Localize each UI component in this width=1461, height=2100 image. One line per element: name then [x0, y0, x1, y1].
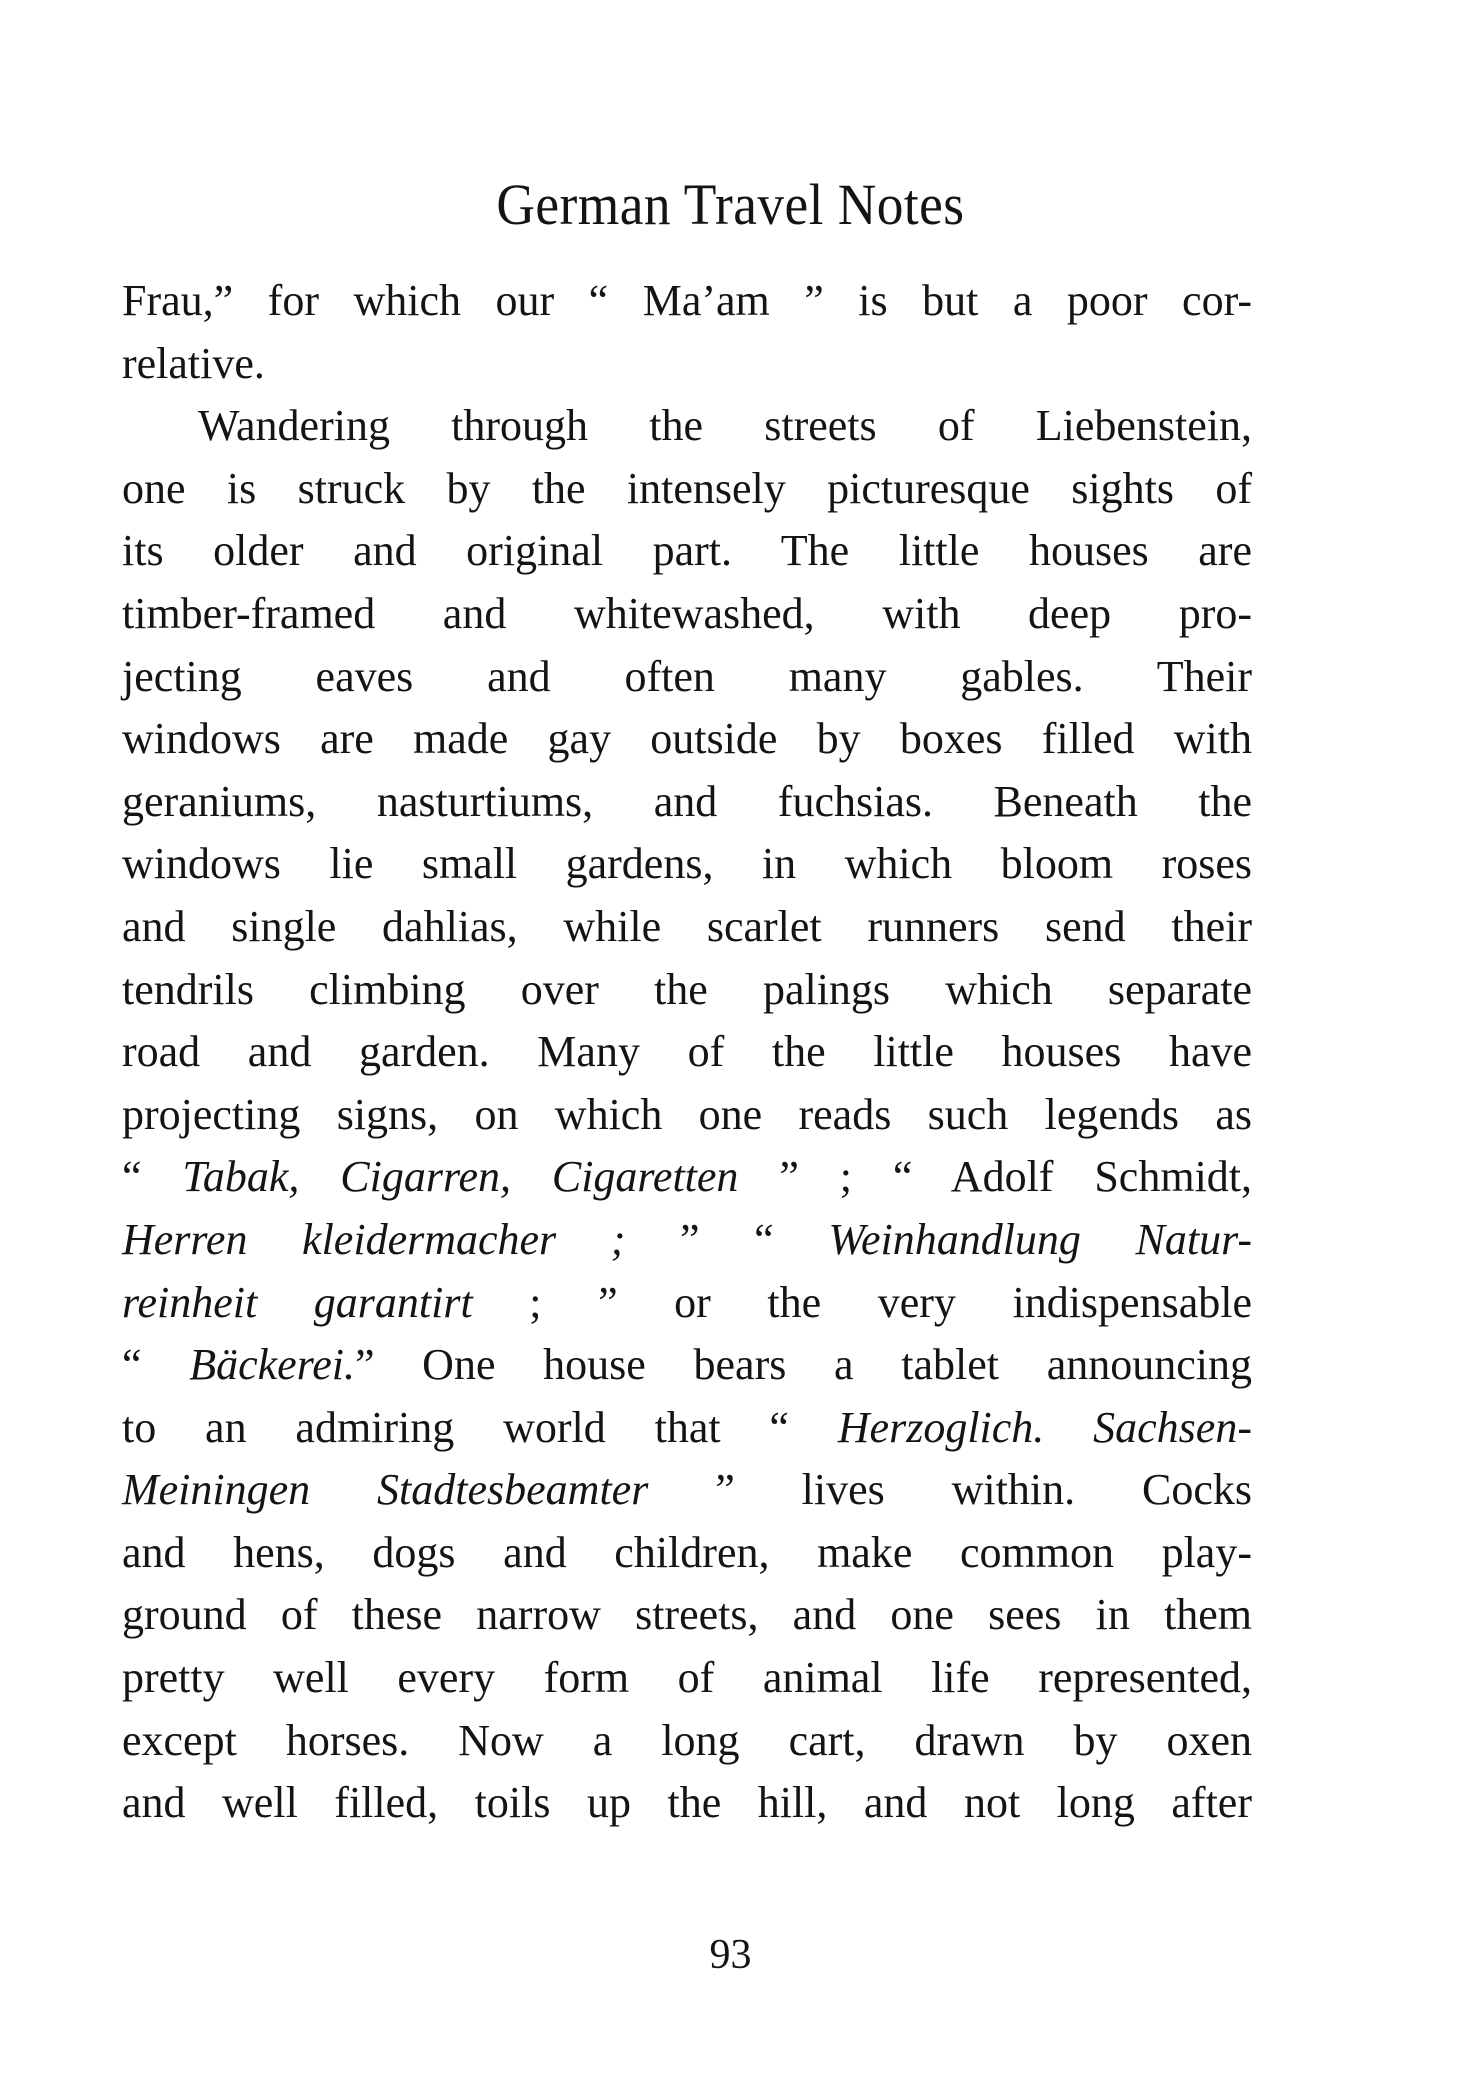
italic-text: Bäckerei.: [189, 1340, 355, 1390]
italic-text: Herren kleidermacher ;: [122, 1214, 626, 1264]
italic-text: Herzoglich. Sachsen-: [837, 1402, 1252, 1452]
text-line: [122, 520, 1252, 583]
text-line: [122, 333, 1252, 396]
text-line: [122, 1272, 1252, 1335]
text-segment: geraniums, nasturtiums, and fuchsias. Beneath the: [122, 776, 1252, 826]
text-line: [122, 1334, 1252, 1397]
text-line: [122, 1146, 1252, 1209]
text-line: [122, 458, 1252, 521]
text-line: [122, 1021, 1252, 1084]
italic-text: reinheit garantirt: [122, 1277, 473, 1327]
body-text: [122, 270, 1252, 1835]
text-segment: “: [122, 1152, 183, 1202]
text-segment: and hens, dogs and children, make common play-: [122, 1527, 1252, 1577]
page-number: 93: [709, 1932, 752, 1978]
italic-text: Meiningen Stadtesbeamter: [122, 1465, 649, 1515]
text-line: [122, 771, 1252, 834]
italic-text: Tabak, Cigarren, Cigaretten: [182, 1152, 739, 1202]
running-header: [0, 170, 1461, 240]
text-line: [122, 1710, 1252, 1773]
text-segment: its older and original part. The little houses are: [122, 526, 1252, 576]
text-segment: road and garden. Many of the little houses have: [122, 1027, 1252, 1077]
text-segment: except horses. Now a long cart, drawn by oxen: [122, 1715, 1252, 1765]
text-segment: Wandering through the streets of Liebenstein,: [198, 401, 1252, 451]
text-line: [122, 833, 1252, 896]
italic-text: Weinhandlung Natur-: [828, 1214, 1252, 1264]
running-title: German Travel Notes: [496, 172, 965, 237]
text-line: [122, 1584, 1252, 1647]
text-segment: to an admiring world that “: [122, 1402, 838, 1452]
text-segment: ” lives within. Cocks: [648, 1465, 1252, 1515]
text-line: [122, 1772, 1252, 1835]
text-segment: tendrils climbing over the palings which separate: [122, 964, 1252, 1014]
text-line: [122, 583, 1252, 646]
text-line: [122, 1459, 1252, 1522]
text-segment: ” “: [625, 1214, 829, 1264]
text-segment: jecting eaves and often many gables. Their: [122, 651, 1252, 701]
text-segment: timber-framed and whitewashed, with deep pro-: [122, 588, 1252, 638]
text-segment: projecting signs, on which one reads such legends as: [122, 1089, 1252, 1139]
text-segment: windows lie small gardens, in which bloom roses: [122, 839, 1252, 889]
text-line: [122, 959, 1252, 1022]
text-line: [122, 1522, 1252, 1585]
text-line: [122, 270, 1252, 333]
text-segment: windows are made gay outside by boxes filled with: [122, 714, 1252, 764]
text-segment: one is struck by the intensely picturesque sights of: [122, 463, 1252, 513]
text-segment: ground of these narrow streets, and one sees in them: [122, 1590, 1252, 1640]
text-line: [122, 708, 1252, 771]
text-line: [122, 395, 1252, 458]
text-segment: “: [122, 1340, 190, 1390]
text-line: [122, 896, 1252, 959]
text-segment: ; ” or the very indispensable: [472, 1277, 1252, 1327]
text-segment: Frau,” for which our “ Ma’am ” is but a poor cor-: [122, 276, 1252, 325]
text-segment: ” One house bears a tablet announcing: [354, 1340, 1252, 1390]
text-line: [122, 1397, 1252, 1460]
text-segment: pretty well every form of animal life represented,: [122, 1653, 1252, 1703]
text-segment: and single dahlias, while scarlet runners send their: [122, 901, 1252, 951]
text-line: [122, 1084, 1252, 1147]
text-segment: ” ; “ Adolf Schmidt,: [738, 1152, 1253, 1202]
text-line: [122, 1209, 1252, 1272]
text-segment: relative.: [122, 338, 265, 388]
text-line: [122, 1647, 1252, 1710]
text-line: [122, 646, 1252, 709]
text-segment: and well filled, toils up the hill, and not long after: [122, 1778, 1252, 1828]
